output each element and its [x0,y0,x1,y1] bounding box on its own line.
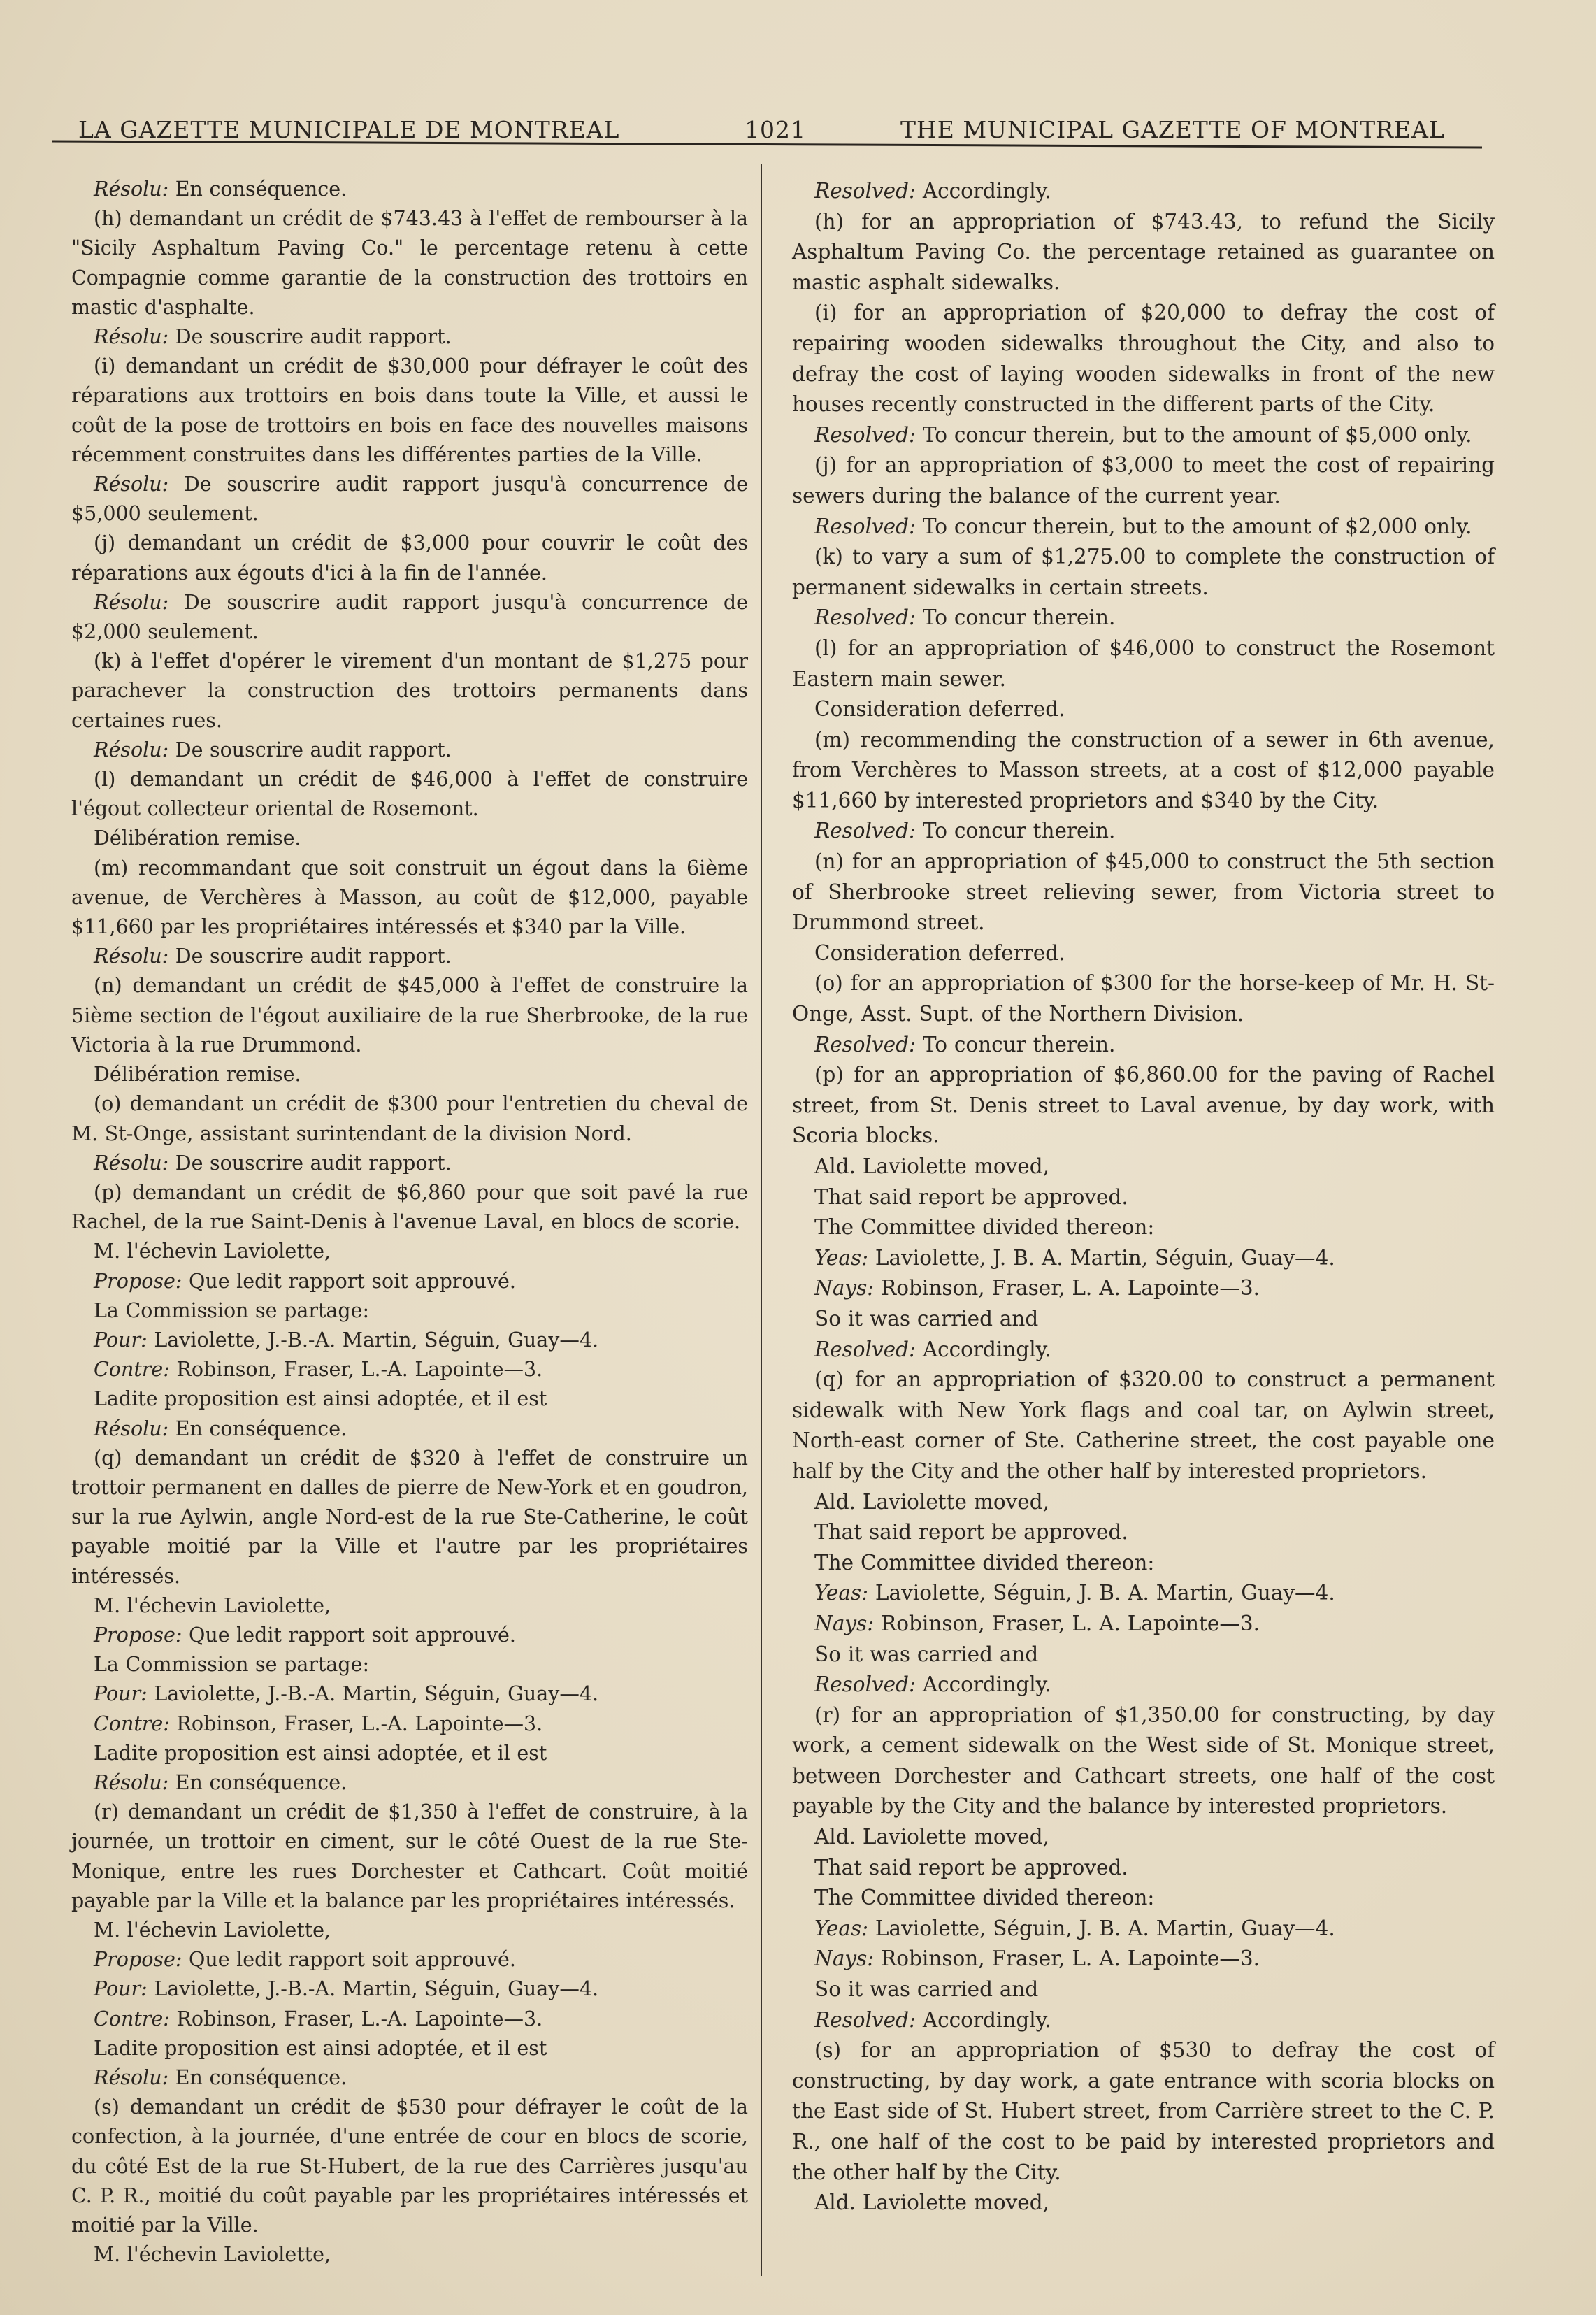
french-paragraph [71,1591,748,1621]
paragraph-text: Robinson, Fraser, L.-A. Lapointe—3. [169,2007,543,2030]
paragraph-text: So it was carried and [814,1306,1039,1331]
english-paragraph [792,847,1495,938]
paragraph-text: Ald. Laviolette moved, [814,1489,1049,1514]
paragraph-text: (i) demandant un crédit de $30,000 pour défrayer le coût des réparations aux trottoirs en bois dans toute la Ville, et aussi le coût de la pose de trottoirs en bois en face des nouvelles maisons récemment construites dans les différentes parties de la Ville. [71,354,748,466]
paragraph-text: Robinson, Fraser, L.-A. Lapointe—3. [169,1358,543,1382]
french-paragraph [71,1326,748,1355]
paragraph-text: Laviolette, Séguin, J. B. A. Martin, Guay—4. [868,1916,1335,1940]
paragraph-text: Robinson, Fraser, L. A. Lapointe—3. [874,1947,1260,1971]
paragraph-label: Propose: [94,1623,182,1647]
paragraph-text: (h) for an appropriation of $743.43, to refund the Sicily Asphaltum Paving Co. the percentage retained as guarantee on mastic asphalt sidewalks. [792,209,1495,294]
english-paragraph [792,816,1495,847]
paragraph-label: Résolu: [94,2066,169,2089]
paragraph-text: That said report be approved. [814,1855,1128,1879]
paragraph-label: Yeas: [814,1581,869,1605]
french-paragraph [71,1355,748,1384]
paragraph-text: Accordingly. [915,2007,1051,2032]
french-paragraph [71,1060,748,1089]
paragraph-text: (l) demandant un crédit de $46,000 à l'effet de construire l'égout collecteur oriental de Rosemont. [71,768,748,821]
paragraph-text: (q) demandant un crédit de $320 à l'effet de construire un trottoir permanent en dalles de pierre de New-York et en goudron, sur la rue Aylwin, angle Nord-est de la rue Ste-Catherine, le coût payable moitié par la Ville et l'autre par les propriétaires intéressés. [71,1446,748,1588]
french-paragraph [71,1384,748,1414]
paragraph-text: Robinson, Fraser, L. A. Lapointe—3. [874,1276,1260,1300]
french-paragraph [71,529,748,587]
paragraph-text: Ladite proposition est ainsi adoptée, et il est [94,2036,547,2060]
paragraph-text: Laviolette, J.-B.-A. Martin, Séguin, Guay—4. [147,1328,599,1352]
english-paragraph [792,2005,1495,2036]
english-paragraph [792,176,1495,207]
paragraph-text: The Committee divided thereon: [814,1550,1155,1575]
english-column [792,176,1495,2219]
paragraph-text: So it was carried and [814,1977,1039,2002]
french-paragraph [71,765,748,824]
french-paragraph [71,647,748,736]
paragraph-text: M. l'échevin Laviolette, [94,1593,331,1617]
english-paragraph [792,1273,1495,1304]
paragraph-text: M. l'échevin Laviolette, [94,2243,331,2267]
paragraph-text: (p) for an appropriation of $6,860.00 for the paving of Rachel street, from St. Denis street to Laval avenue, by day work, with Scoria blocks. [792,1063,1495,1148]
paragraph-label: Resolved: [814,422,916,447]
french-paragraph [71,942,748,971]
paragraph-text: De souscrire audit rapport. [168,325,452,349]
english-paragraph [792,1212,1495,1243]
english-paragraph [792,1548,1495,1579]
paragraph-label: Pour: [94,1328,148,1352]
paragraph-text: Ladite proposition est ainsi adoptée, et il est [94,1741,547,1765]
paragraph-label: Nays: [814,1276,875,1300]
english-paragraph [792,2188,1495,2219]
paragraph-label: Resolved: [814,605,916,630]
paragraph-text: (l) for an appropriation of $46,000 to construct the Rosemont Eastern main sewer. [792,636,1495,691]
paragraph-text: The Committee divided thereon: [814,1215,1155,1240]
english-paragraph [792,1974,1495,2005]
paragraph-text: Robinson, Fraser, L. A. Lapointe—3. [874,1611,1260,1635]
paragraph-text: En conséquence. [168,178,347,201]
paragraph-text: (n) for an appropriation of $45,000 to construct the 5th section of Sherbrooke street relieving sewer, from Victoria street to Drummond street. [792,850,1495,935]
paragraph-label: Pour: [94,1977,148,2001]
paragraph-label: Resolved: [814,514,916,538]
french-paragraph [71,1650,748,1679]
paragraph-text: To concur therein, but to the amount of $5,000 only. [915,422,1472,447]
english-paragraph [792,1822,1495,1853]
paragraph-text: Laviolette, J. B. A. Martin, Séguin, Guay—4. [868,1245,1335,1270]
paragraph-text: (j) for an appropriation of $3,000 to meet the cost of repairing sewers during the balance of the current year. [792,453,1495,508]
paragraph-text: Accordingly. [915,1337,1051,1361]
paragraph-text: (s) demandant un crédit de $530 pour défrayer le coût de la confection, à la journée, d'une entrée de cour en blocs de scorie, du côté Est de la rue St-Hubert, de la rue des Carrières jusqu'au C. P. R., moitié du coût payable par les propriétaires intéressés et moitié par la Ville. [71,2095,748,2237]
english-paragraph [792,1640,1495,1670]
english-paragraph [792,207,1495,299]
paragraph-text: (n) demandant un crédit de $45,000 à l'effet de construire la 5ième section de l'égout auxiliaire de la rue Sherbrooke, de la rue Victoria à la rue Drummond. [71,974,748,1056]
english-paragraph [792,1700,1495,1822]
paragraph-text: Que ledit rapport soit approuvé. [182,1269,516,1293]
english-paragraph [792,1578,1495,1609]
paragraph-text: (j) demandant un crédit de $3,000 pour couvrir le coût des réparations aux égouts d'ici à la fin de l'année. [71,531,748,585]
french-paragraph [71,1089,748,1148]
english-paragraph [792,1304,1495,1335]
paragraph-text: (r) for an appropriation of $1,350.00 for constructing, by day work, a cement sidewalk on the West side of St. Monique street, between Dorchester and Cathcart streets, one half of the cost payable by the City and the balance by interested proprietors. [792,1703,1495,1819]
column-divider [761,164,762,2276]
french-paragraph [71,824,748,853]
paragraph-label: Resolved: [814,1032,916,1056]
paragraph-text: Ladite proposition est ainsi adoptée, et il est [94,1387,547,1411]
paragraph-text: En conséquence. [168,1770,347,1794]
english-paragraph [792,1609,1495,1640]
paragraph-label: Contre: [94,1712,170,1735]
paragraph-text: (q) for an appropriation of $320.00 to construct a permanent sidewalk with New York flags and coal tar, on Aylwin street, North-east corner of Ste. Catherine street, the cost payable one half by the City and the other half by interested proprietors. [792,1368,1495,1483]
french-paragraph [71,1916,748,1945]
paragraph-label: Resolved: [814,2007,916,2032]
french-paragraph [71,588,748,647]
french-paragraph [71,2034,748,2063]
paragraph-text: En conséquence. [168,1417,347,1440]
paragraph-text: Délibération remise. [94,826,301,850]
paragraph-text: (k) à l'effet d'opérer le virement d'un montant de $1,275 pour parachever la construction des trottoirs permanents dans certaines rues. [71,650,748,732]
english-paragraph [792,725,1495,817]
french-paragraph [71,2240,748,2270]
paragraph-text: De souscrire audit rapport. [168,1151,452,1175]
english-paragraph [792,1365,1495,1486]
french-paragraph [71,2005,748,2034]
paragraph-text: Laviolette, Séguin, J. B. A. Martin, Guay—4. [868,1581,1335,1605]
french-paragraph [71,1679,748,1709]
english-paragraph [792,298,1495,420]
paragraph-label: Résolu: [94,738,169,761]
paragraph-text: (h) demandant un crédit de $743.43 à l'effet de rembourser à la "Sicily Asphaltum Paving Co." le percentage retenu à cette Compagnie comme garantie de la construction des trottoirs en mastic d'asphalte. [71,207,748,319]
english-paragraph [792,1853,1495,1884]
french-paragraph [71,854,748,943]
paragraph-text: (p) demandant un crédit de $6,860 pour que soit pavé la rue Rachel, de la rue Saint-Denis à l'avenue Laval, en blocs de scorie. [71,1180,748,1234]
paragraph-text: To concur therein, but to the amount of $2,000 only. [915,514,1472,538]
paragraph-text: That said report be approved. [814,1520,1128,1544]
english-paragraph [792,1182,1495,1213]
paragraph-text: (i) for an appropriation of $20,000 to defray the cost of repairing wooden sidewalks throughout the City, and also to defray the cost of laying wooden sidewalks in front of the new houses recently constructed in the different parts of the City. [792,301,1495,417]
paragraph-text: De souscrire audit rapport. [168,945,452,968]
paragraph-text: (m) recommandant que soit construit un égout dans la 6ième avenue, de Verchères à Masson, au coût de $12,000, payable $11,660 par les propriétaires intéressés et $340 par la Ville. [71,856,748,939]
paragraph-label: Nays: [814,1611,875,1635]
french-paragraph [71,1267,748,1296]
page-number: 1021 [745,116,806,143]
paragraph-label: Yeas: [814,1245,869,1270]
paragraph-label: Résolu: [94,590,169,614]
paragraph-text: That said report be approved. [814,1184,1128,1209]
paragraph-text: (r) demandant un crédit de $1,350 à l'effet de construire, à la journée, un trottoir en ciment, sur le côté Ouest de la rue Ste-Monique, entre les rues Dorchester et Cathcart. Coût moitié payable par la Ville et la balance par les propriétaires intéressés. [71,1800,748,1912]
paragraph-label: Résolu: [94,178,169,201]
french-paragraph [71,1237,748,1266]
paragraph-text: M. l'échevin Laviolette, [94,1240,331,1263]
paragraph-text: (s) for an appropriation of $530 to defray the cost of constructing, by day work, a gate entrance with scoria blocks on the East side of St. Hubert street, from Carrière street to the C. P. R., one half of the cost to be paid by interested proprietors and the other half by the City. [792,2038,1495,2184]
paragraph-text: De souscrire audit rapport. [168,738,452,761]
english-paragraph [792,938,1495,969]
english-paragraph [792,603,1495,633]
french-paragraph [71,352,748,470]
french-paragraph [71,1739,748,1768]
french-column [71,175,748,2270]
paragraph-text: M. l'échevin Laviolette, [94,1918,331,1942]
french-paragraph [71,175,748,204]
english-paragraph [792,968,1495,1029]
french-paragraph [71,1149,748,1178]
english-paragraph [792,1914,1495,1944]
paragraph-text: Que ledit rapport soit approuvé. [182,1623,516,1647]
paragraph-label: Résolu: [94,1770,169,1794]
header-french-title: LA GAZETTE MUNICIPALE DE MONTREAL [78,116,620,143]
paragraph-text: Robinson, Fraser, L.-A. Lapointe—3. [169,1712,543,1735]
french-paragraph [71,1768,748,1798]
english-paragraph [792,1883,1495,1914]
english-paragraph [792,694,1495,725]
english-paragraph [792,2035,1495,2188]
english-paragraph [792,1030,1495,1061]
french-paragraph [71,322,748,352]
paragraph-label: Résolu: [94,325,169,349]
french-paragraph [71,2063,748,2093]
paragraph-label: Résolu: [94,1151,169,1175]
paragraph-label: Resolved: [814,1337,916,1361]
paragraph-text: Délibération remise. [94,1063,301,1087]
french-paragraph [71,1296,748,1326]
paragraph-text: (o) demandant un crédit de $300 pour l'entretien du cheval de M. St-Onge, assistant surintendant de la division Nord. [71,1092,748,1145]
paragraph-label: Résolu: [94,473,169,496]
english-paragraph [792,1517,1495,1548]
paragraph-text: Ald. Laviolette moved, [814,1825,1049,1849]
paragraph-label: Yeas: [814,1916,869,1940]
french-paragraph [71,1798,748,1916]
paragraph-label: Resolved: [814,1672,916,1697]
french-paragraph [71,2093,748,2240]
french-paragraph [71,1974,748,2004]
paragraph-text: To concur therein. [915,1032,1116,1056]
english-paragraph [792,512,1495,543]
english-paragraph [792,450,1495,511]
paragraph-text: La Commission se partage: [94,1653,370,1677]
paragraph-text: Ald. Laviolette moved, [814,1154,1049,1178]
english-paragraph [792,1060,1495,1152]
paragraph-label: Résolu: [94,945,169,968]
english-paragraph [792,1670,1495,1700]
french-paragraph [71,971,748,1060]
header-english-title: THE MUNICIPAL GAZETTE OF MONTREAL [900,116,1445,143]
french-paragraph [71,1414,748,1444]
paragraph-text: Que ledit rapport soit approuvé. [182,1948,516,1972]
paragraph-label: Contre: [94,2007,170,2030]
paragraph-text: Laviolette, J.-B.-A. Martin, Séguin, Guay—4. [147,1682,599,1706]
paragraph-label: Nays: [814,1947,875,1971]
paragraph-label: Propose: [94,1269,182,1293]
paragraph-label: Pour: [94,1682,148,1706]
paragraph-label: Propose: [94,1948,182,1972]
paragraph-text: De souscrire audit rapport jusqu'à concurrence de $2,000 seulement. [71,590,748,644]
paragraph-label: Résolu: [94,1417,169,1440]
english-paragraph [792,1487,1495,1518]
english-paragraph [792,1335,1495,1366]
english-paragraph [792,1152,1495,1182]
french-paragraph [71,1945,748,1974]
paragraph-label: Resolved: [814,819,916,843]
paragraph-text: (k) to vary a sum of $1,275.00 to complete the construction of permanent sidewalks in certain streets. [792,545,1495,599]
paragraph-text: The Committee divided thereon: [814,1886,1155,1910]
paragraph-text: Accordingly. [915,1672,1051,1697]
paragraph-text: Consideration deferred. [814,940,1065,965]
paragraph-text: To concur therein. [915,605,1116,630]
paragraph-text: La Commission se partage: [94,1298,370,1322]
english-paragraph [792,1243,1495,1274]
french-paragraph [71,1710,748,1739]
paragraph-text: De souscrire audit rapport jusqu'à concurrence de $5,000 seulement. [71,473,748,526]
french-paragraph [71,1621,748,1650]
paragraph-text: En conséquence. [168,2066,347,2089]
french-paragraph [71,204,748,322]
english-paragraph [792,633,1495,694]
french-paragraph [71,736,748,765]
french-paragraph [71,470,748,529]
paragraph-text: (o) for an appropriation of $300 for the horse-keep of Mr. H. St-Onge, Asst. Supt. of the Northern Division. [792,971,1495,1026]
english-paragraph [792,1944,1495,1974]
french-paragraph [71,1444,748,1591]
english-paragraph [792,420,1495,451]
paragraph-text: To concur therein. [915,819,1116,843]
paragraph-text: So it was carried and [814,1642,1039,1666]
paragraph-label: Contre: [94,1358,170,1382]
paragraph-text: Accordingly. [915,179,1051,203]
paragraph-text: (m) recommending the construction of a sewer in 6th avenue, from Verchères to Masson streets, at a cost of $12,000 payable $11,660 by interested proprietors and $340 by the City. [792,727,1495,812]
paragraph-text: Ald. Laviolette moved, [814,2191,1049,2215]
paragraph-text: Consideration deferred. [814,697,1065,722]
french-paragraph [71,1178,748,1237]
english-paragraph [792,542,1495,603]
paragraph-label: Resolved: [814,179,916,203]
paragraph-text: Laviolette, J.-B.-A. Martin, Séguin, Guay—4. [147,1977,599,2001]
